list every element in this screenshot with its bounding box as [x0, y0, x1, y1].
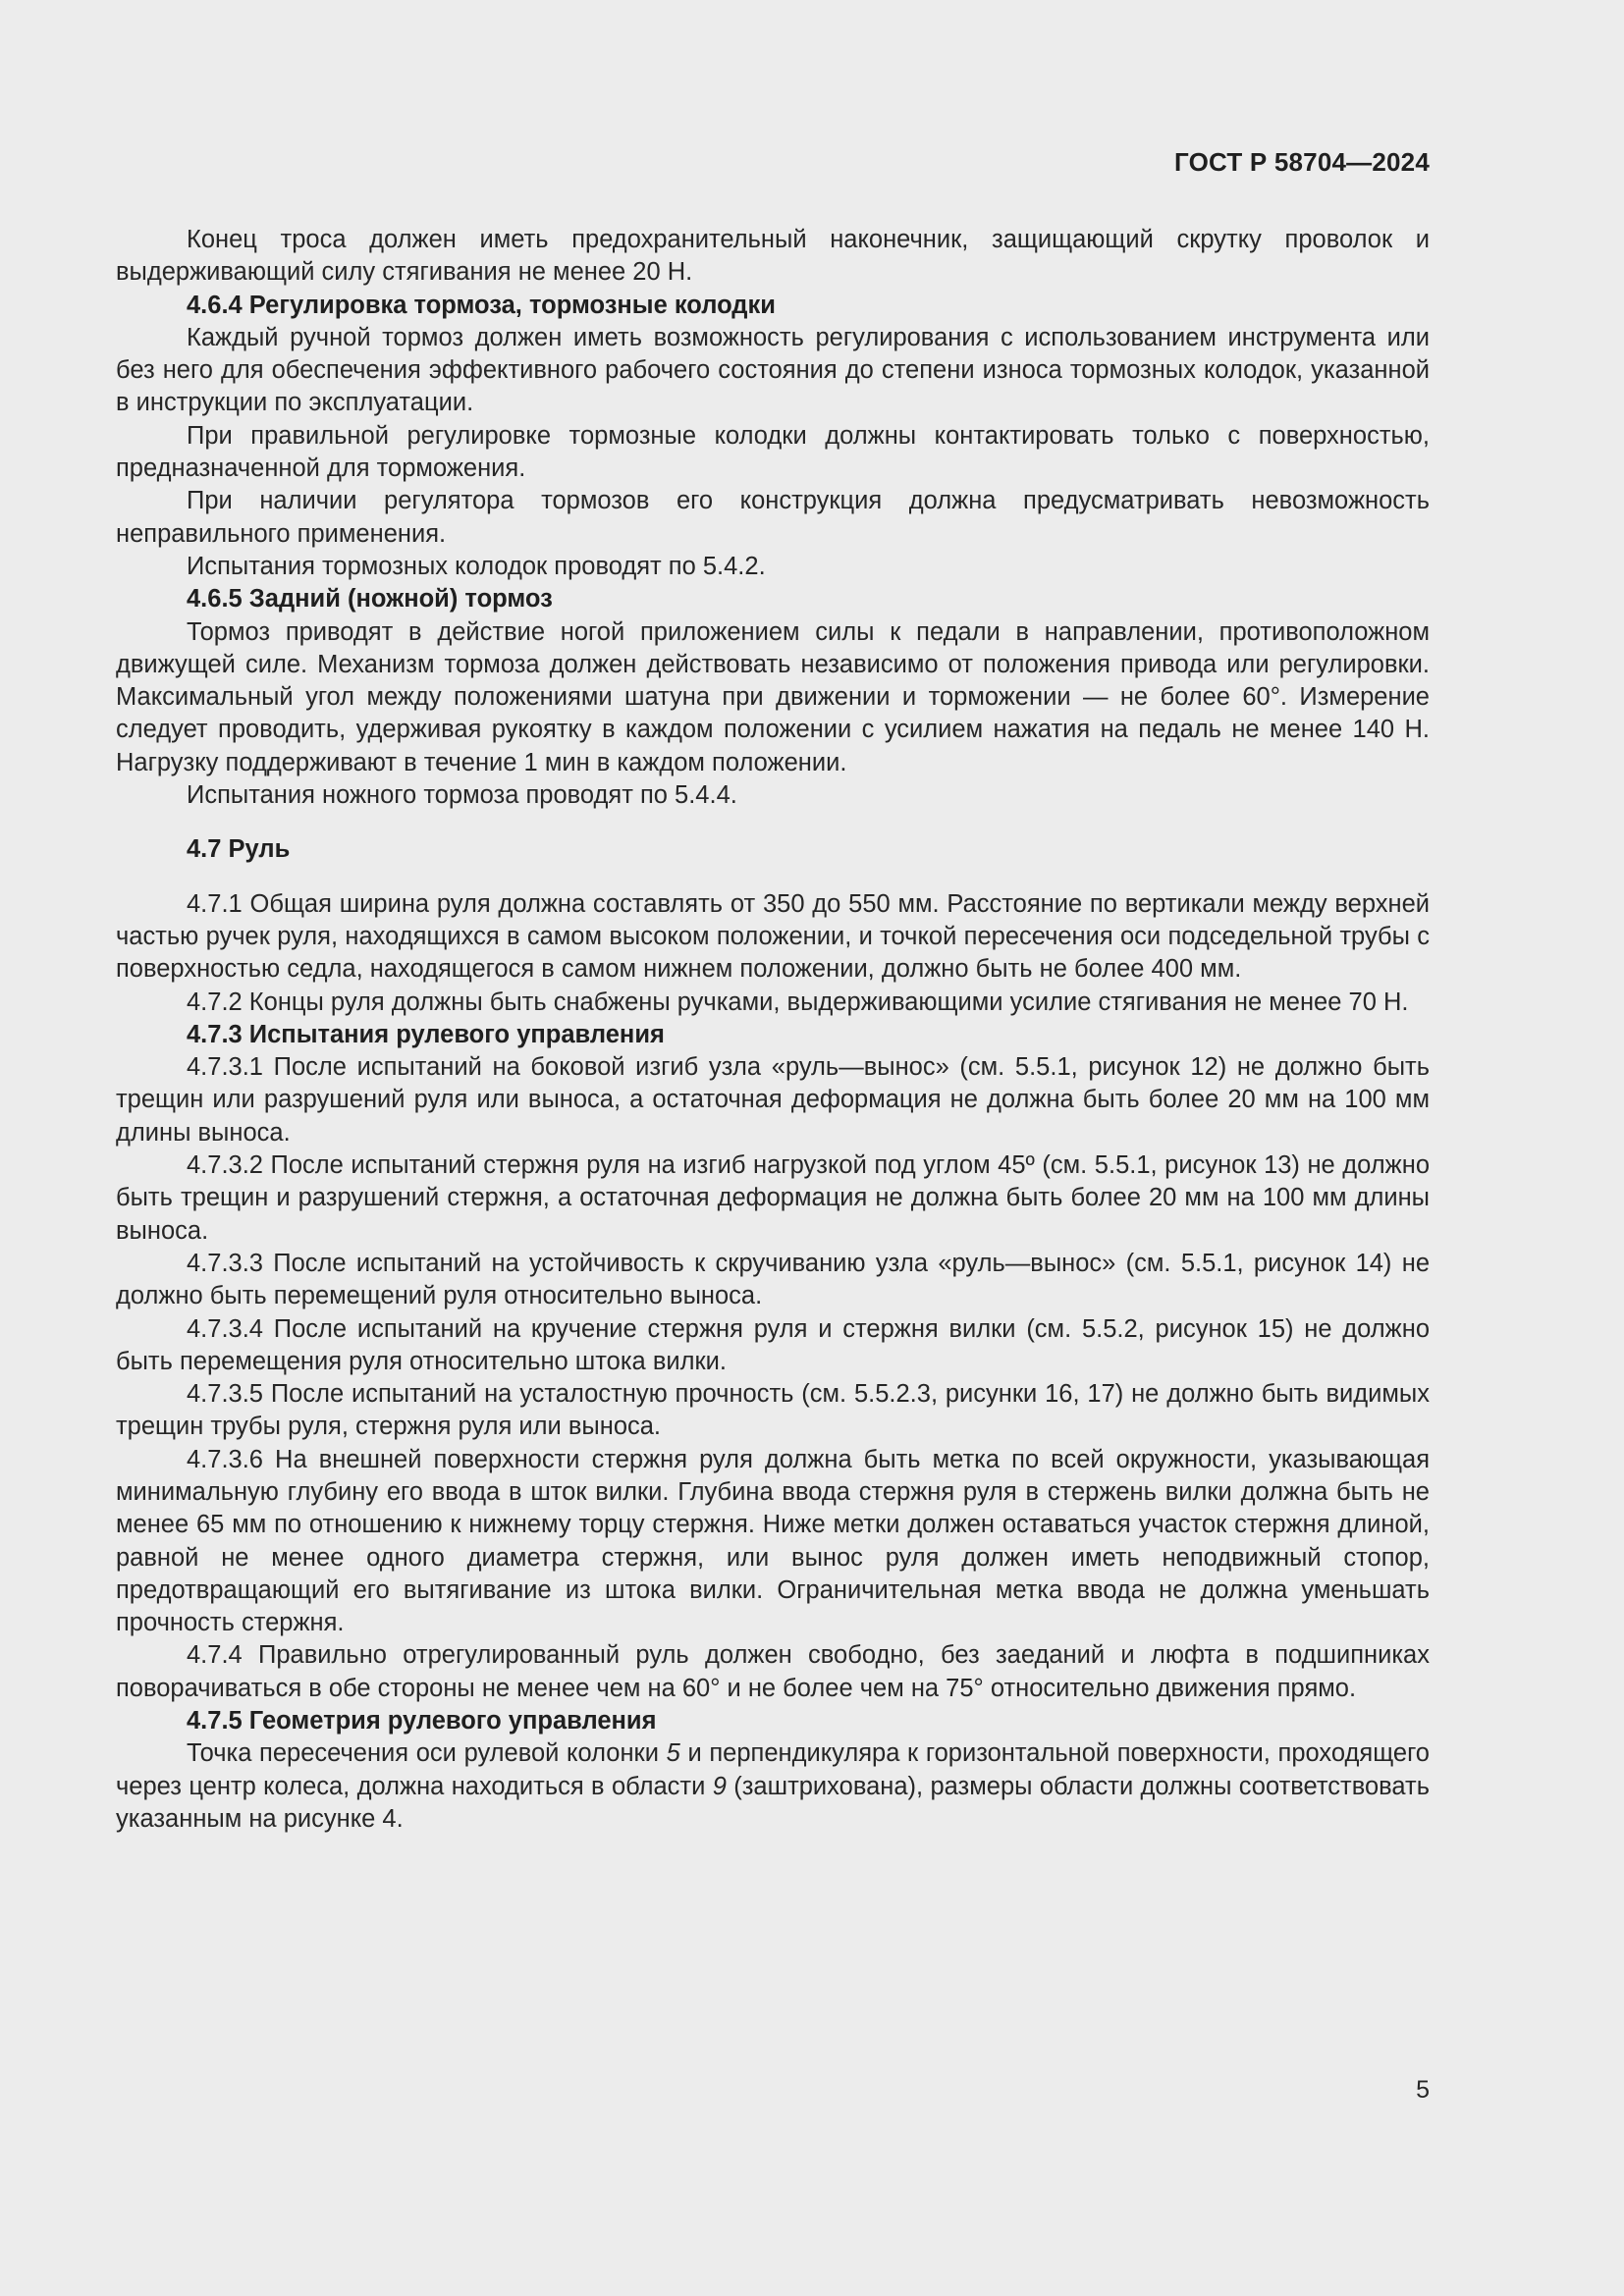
paragraph-text: (заштрихована), размеры области должны соответствовать указанным на рисунке 4.: [116, 1772, 1430, 1833]
document-body: [116, 224, 1430, 1836]
paragraph: 4.7.3.2 После испытаний стержня руля на изгиб нагрузкой под углом 45º (см. 5.5.1, рисунок 13) не должно быть трещин и разрушений стержня, а остаточная деформация не должна быть более 20 мм на 100 мм длины выноса.: [116, 1151, 1430, 1245]
document-header: ГОСТ Р 58704—2024: [1174, 147, 1430, 177]
paragraph: Испытания ножного тормоза проводят по 5.4.4.: [187, 781, 737, 810]
paragraph: 4.7.1 Общая ширина руля должна составлять от 350 до 550 мм. Расстояние по вертикали между верхней частью ручек руля, находящихся в самом высоком положении, и точкой пересечения оси подседельной трубы с поверхностью седла, находящегося в самом нижнем положении, должно быть не более 400 мм.: [116, 889, 1430, 984]
section-heading-4-7: 4.7 Руль: [187, 835, 291, 864]
reference-number: 5: [666, 1739, 680, 1768]
paragraph: 4.7.3.4 После испытаний на кручение стержня руля и стержня вилки (см. 5.5.2, рисунок 15) не должно быть перемещения руля относительно штока вилки.: [116, 1314, 1430, 1375]
paragraph: Тормоз приводят в действие ногой приложением силы к педали в направлении, противоположном движущей силе. Механизм тормоза должен действовать независимо от положения привода или регулировки. Максимальный угол между положениями шатуна при движении и торможении — не более 60°. Измерение следует проводить, удерживая рукоятку в каждом положении с усилием нажатия на педаль не менее 140 Н. Нагрузку поддерживают в течение 1 мин в каждом положении.: [116, 617, 1430, 776]
paragraph: 4.7.3.5 После испытаний на усталостную прочность (см. 5.5.2.3, рисунки 16, 17) не должно быть видимых трещин трубы руля, стержня руля или выноса.: [116, 1380, 1430, 1441]
paragraph: При наличии регулятора тормозов его конструкция должна предусматривать невозможность неправильного применения.: [116, 487, 1430, 548]
paragraph: 4.7.2 Концы руля должны быть снабжены ручками, выдерживающими усилие стягивания не менее 70 Н.: [187, 988, 1409, 1016]
paragraph: 4.7.3.3 После испытаний на устойчивость к скручиванию узла «руль—вынос» (см. 5.5.1, рисунок 14) не должно быть перемещений руля относительно выноса.: [116, 1249, 1430, 1310]
paragraph: Каждый ручной тормоз должен иметь возможность регулирования с использованием инструмента или без него для обеспечения эффективного рабочего состояния до степени износа тормозных колодок, указанной в инструкции по эксплуатации.: [116, 323, 1430, 417]
section-heading-4-7-3: 4.7.3 Испытания рулевого управления: [187, 1020, 665, 1048]
page-number: 5: [1416, 2076, 1430, 2104]
paragraph: [116, 1737, 1430, 1836]
reference-number: 9: [712, 1772, 727, 1800]
section-heading-4-6-5: 4.6.5 Задний (ножной) тормоз: [187, 585, 553, 614]
paragraph: При правильной регулировке тормозные колодки должны контактировать только с поверхностью, предназначенной для торможения.: [116, 421, 1430, 483]
section-heading-4-7-5: 4.7.5 Геометрия рулевого управления: [187, 1707, 657, 1735]
paragraph: 4.7.3.1 После испытаний на боковой изгиб узла «руль—вынос» (см. 5.5.1, рисунок 12) не должно быть трещин или разрушений руля или выноса, а остаточная деформация не должна быть более 20 мм на 100 мм длины выноса.: [116, 1053, 1430, 1147]
paragraph: Испытания тормозных колодок проводят по 5.4.2.: [187, 552, 766, 580]
paragraph-text: Точка пересечения оси рулевой колонки: [187, 1739, 667, 1768]
section-heading-4-6-4: 4.6.4 Регулировка тормоза, тормозные колодки: [187, 291, 776, 319]
paragraph: 4.7.4 Правильно отрегулированный руль должен свободно, без заеданий и люфта в подшипниках поворачиваться в обе стороны не менее чем на 60° и не более чем на 75° относительно движения прямо.: [116, 1641, 1430, 1702]
paragraph-text: и перпендикуляра к горизонтальной поверхности, проходящего через центр колеса, должна находиться в области: [116, 1739, 1430, 1800]
paragraph: 4.7.3.6 На внешней поверхности стержня руля должна быть метка по всей окружности, указывающая минимальную глубину его ввода в шток вилки. Глубина ввода стержня руля в стержень вилки должна быть не менее 65 мм по отношению к нижнему торцу стержня. Ниже метки должен оставаться участок стержня длиной, равной не менее одного диаметра стержня, или вынос руля должен иметь неподвижный стопор, предотвращающий его вытягивание из штока вилки. Ограничительная метка ввода не должна уменьшать прочность стержня.: [116, 1445, 1430, 1637]
paragraph: Конец троса должен иметь предохранительный наконечник, защищающий скрутку проволок и выдерживающий силу стягивания не менее 20 Н.: [116, 226, 1430, 287]
